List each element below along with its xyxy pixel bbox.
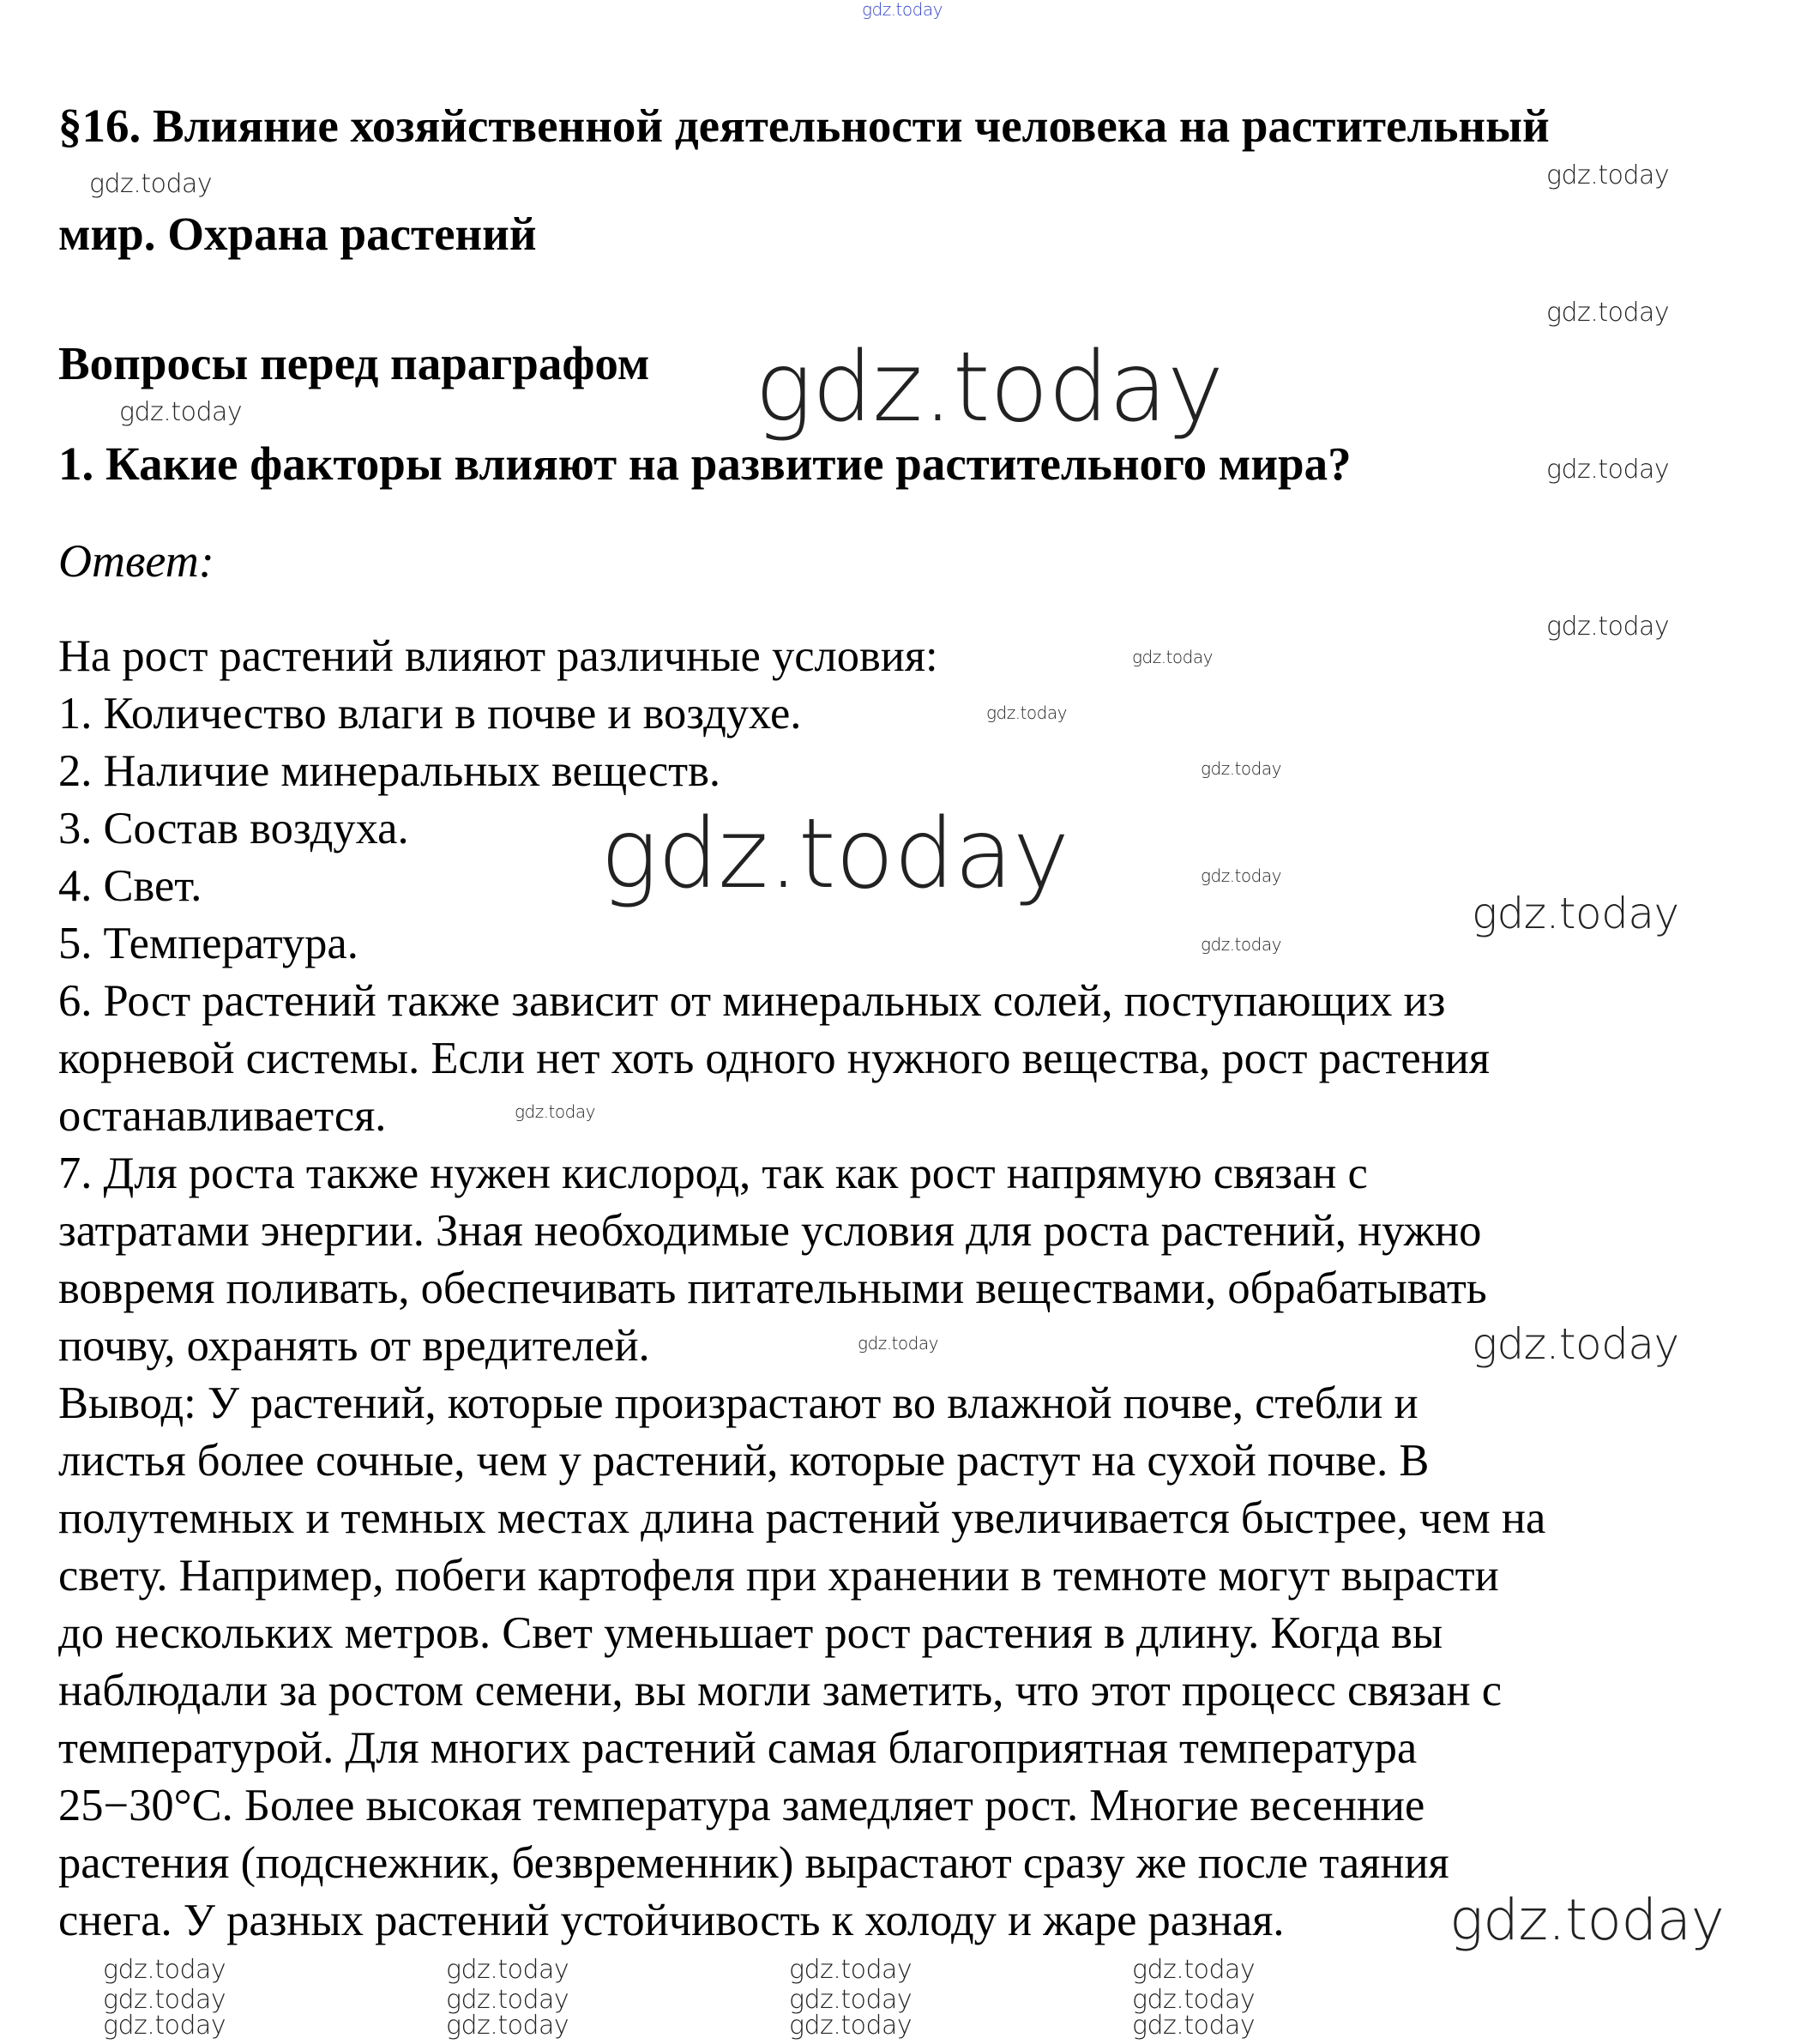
watermark: gdz.today (103, 1955, 226, 1985)
body-line: снега. У разных растений устойчивость к холоду и жаре разная. (58, 1896, 1285, 1945)
title-line-1: §16. Влияние хозяйственной деятельности человека на растительный (58, 99, 1550, 152)
watermark: gdz.today (1132, 1955, 1256, 1985)
watermark: gdz.today (119, 397, 243, 427)
watermark: gdz.today (1201, 758, 1281, 779)
watermark: gdz.today (1132, 2011, 1256, 2041)
watermark: gdz.today (789, 2011, 913, 2041)
body-line: растения (подснежник, безвременник) вырастают сразу же после таяния (58, 1838, 1449, 1888)
watermark: gdz.today (103, 1985, 226, 2015)
body-line: свету. Например, побеги картофеля при хранении в темноте могут вырасти (58, 1551, 1499, 1601)
watermark: gdz.today (446, 1955, 569, 1985)
body-line: до нескольких метров. Свет уменьшает рост растения в длину. Когда вы (58, 1608, 1443, 1658)
body-line: Вывод: У растений, которые произрастают во влажной почве, стебли и (58, 1378, 1419, 1428)
body-line: затратами энергии. Зная необходимые условия для роста растений, нужно (58, 1206, 1482, 1256)
body-line: температурой. Для многих растений самая благоприятная температура (58, 1723, 1418, 1773)
answer-label: Ответ: (58, 535, 214, 587)
watermark: gdz.today (1546, 160, 1670, 190)
watermark: gdz.today (1132, 647, 1213, 667)
watermark: gdz.today (1201, 865, 1281, 886)
body-line: 1. Количество влаги в почве и воздухе. (58, 689, 802, 739)
body-line: 5. Температура. (58, 919, 358, 968)
watermark: gdz.today (1132, 1985, 1256, 2015)
question-heading: 1. Какие факторы влияют на развитие растительного мира? (58, 437, 1352, 490)
body-line: 4. Свет. (58, 861, 202, 911)
body-line: 25−30°C. Более высокая температура замедляет рост. Многие весенние (58, 1781, 1425, 1830)
body-line: наблюдали за ростом семени, вы могли заметить, что этот процесс связан с (58, 1666, 1503, 1715)
watermark: gdz.today (515, 1101, 595, 1122)
body-line: почву, охранять от вредителей. (58, 1321, 650, 1371)
watermark: gdz.today (1449, 1887, 1725, 1953)
body-line: корневой системы. Если нет хоть одного нужного вещества, рост растения (58, 1034, 1491, 1083)
body-line: 2. Наличие минеральных веществ. (58, 746, 720, 796)
watermark: gdz.today (1546, 298, 1670, 328)
watermark: gdz.today (862, 0, 943, 20)
body-line: На рост растений влияют различные условия: (58, 631, 938, 681)
watermark: gdz.today (103, 2011, 226, 2041)
body-line: 6. Рост растений также зависит от минеральных солей, поступающих из (58, 976, 1446, 1026)
watermark: gdz.today (446, 1985, 569, 2015)
watermark: gdz.today (446, 2011, 569, 2041)
watermark: gdz.today (600, 799, 1069, 910)
body-line: вовремя поливать, обеспечивать питательными веществами, обрабатывать (58, 1263, 1487, 1313)
watermark: gdz.today (1472, 889, 1679, 938)
section-heading: Вопросы перед параграфом (58, 337, 650, 389)
watermark: gdz.today (858, 1333, 938, 1354)
watermark: gdz.today (986, 702, 1067, 723)
body-line: 3. Состав воздуха. (58, 804, 409, 853)
watermark: gdz.today (1546, 612, 1670, 642)
watermark: gdz.today (1472, 1319, 1679, 1369)
watermark: gdz.today (789, 1985, 913, 2015)
watermark: gdz.today (789, 1955, 913, 1985)
title-line-2: мир. Охрана растений (58, 208, 537, 260)
watermark: gdz.today (89, 169, 213, 199)
body-line: листья более сочные, чем у растений, которые растут на сухой почве. В (58, 1436, 1430, 1486)
body-line: 7. Для роста также нужен кислород, так как рост напрямую связан с (58, 1149, 1368, 1198)
watermark: gdz.today (755, 332, 1224, 443)
watermark: gdz.today (1546, 455, 1670, 485)
body-line: останавливается. (58, 1091, 387, 1141)
watermark: gdz.today (1201, 934, 1281, 955)
body-line: полутемных и темных местах длина растений увеличивается быстрее, чем на (58, 1493, 1546, 1543)
